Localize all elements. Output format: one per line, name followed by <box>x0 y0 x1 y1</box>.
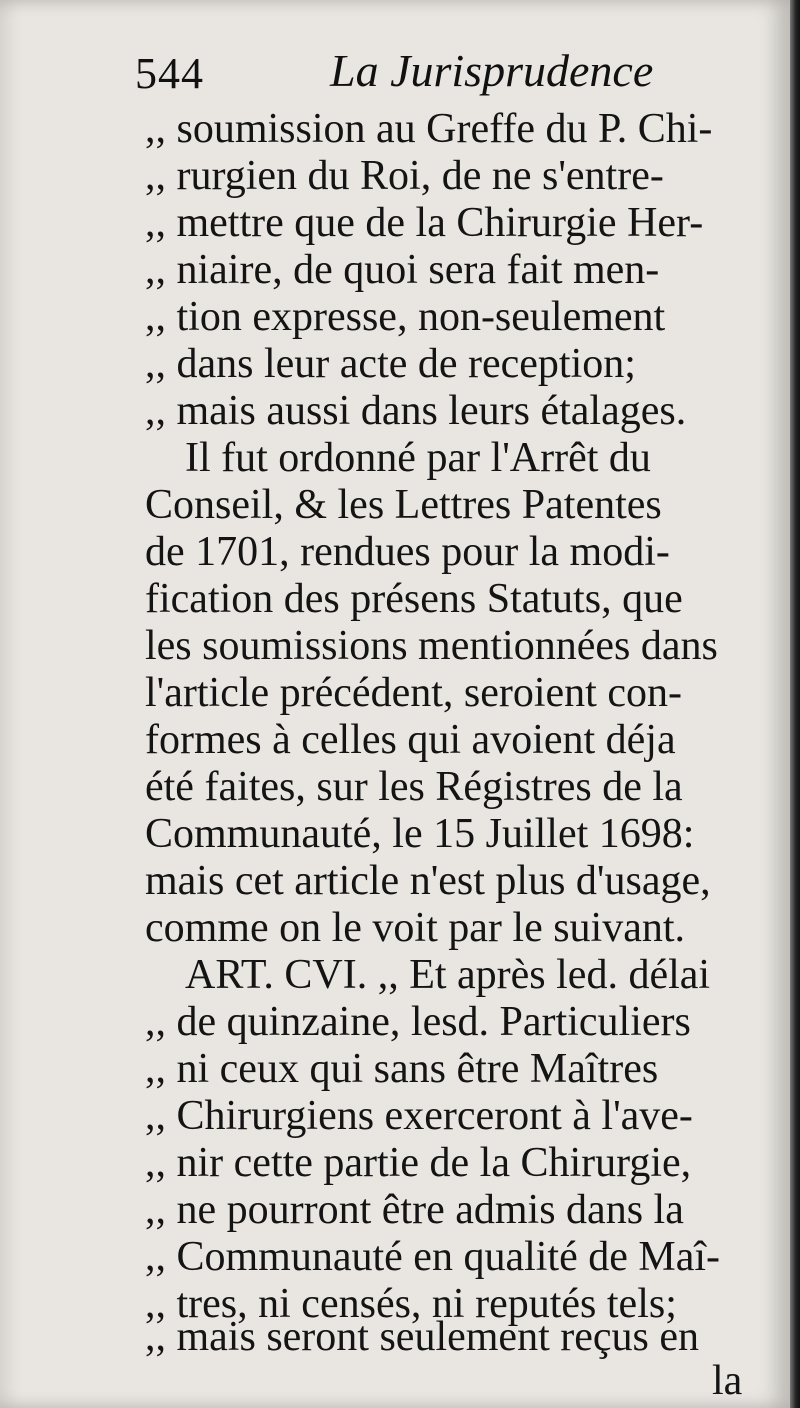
page-edge-shadow <box>790 0 800 1408</box>
text-line: été faites, sur les Régistres de la <box>145 764 683 810</box>
text-line: les soumissions mentionnées dans <box>145 623 718 669</box>
text-line: ,, rurgien du Roi, de ne s'entre- <box>145 153 664 199</box>
text-line: l'article précédent, seroient con- <box>145 670 682 716</box>
text-line: Communauté, le 15 Juillet 1698: <box>145 811 695 857</box>
catchword: la <box>712 1358 743 1404</box>
text-line: ,, niaire, de quoi sera fait men- <box>145 247 660 293</box>
text-line: ,, mettre que de la Chirurgie Her- <box>145 200 704 246</box>
text-line: ,, mais seront seulement reçus en <box>145 1314 699 1360</box>
text-line: ,, ne pourront être admis dans la <box>145 1187 684 1233</box>
text-line: ,, tion expresse, non-seulement <box>145 294 666 340</box>
text-line: mais cet article n'est plus d'usage, <box>145 858 711 904</box>
text-line: ,, ni ceux qui sans être Maîtres <box>145 1046 659 1092</box>
text-line: ,, Chirurgiens exerceront à l'ave- <box>145 1093 693 1139</box>
text-line: comme on le voit par le suivant. <box>145 905 686 951</box>
text-line: ,, nir cette partie de la Chirurgie, <box>145 1140 692 1186</box>
text-line: ,, Communauté en qualité de Maî- <box>145 1234 721 1280</box>
paragraph-first-line: Il fut ordonné par l'Arrêt du <box>185 435 651 481</box>
text-line: formes à celles qui avoient déja <box>145 717 676 763</box>
text-line: ,, dans leur acte de reception; <box>145 341 636 387</box>
running-title: La Jurisprudence <box>330 45 654 96</box>
text-line: ,, tres, ni censés, ni reputés tels; <box>145 1281 677 1327</box>
text-line: ,, mais aussi dans leurs étalages. <box>145 388 687 434</box>
text-line: de 1701, rendues pour la modi- <box>145 529 670 575</box>
text-line: ,, soumission au Greffe du P. Chi- <box>145 106 713 152</box>
text-line: fication des présens Statuts, que <box>145 576 683 622</box>
page-number: 544 <box>135 49 204 98</box>
article-heading-line: ART. CVI. ,, Et après led. délai <box>185 952 711 998</box>
text-line: Conseil, & les Lettres Patentes <box>145 482 662 528</box>
text-line: ,, de quinzaine, lesd. Particuliers <box>145 999 691 1045</box>
page-header <box>135 44 655 104</box>
